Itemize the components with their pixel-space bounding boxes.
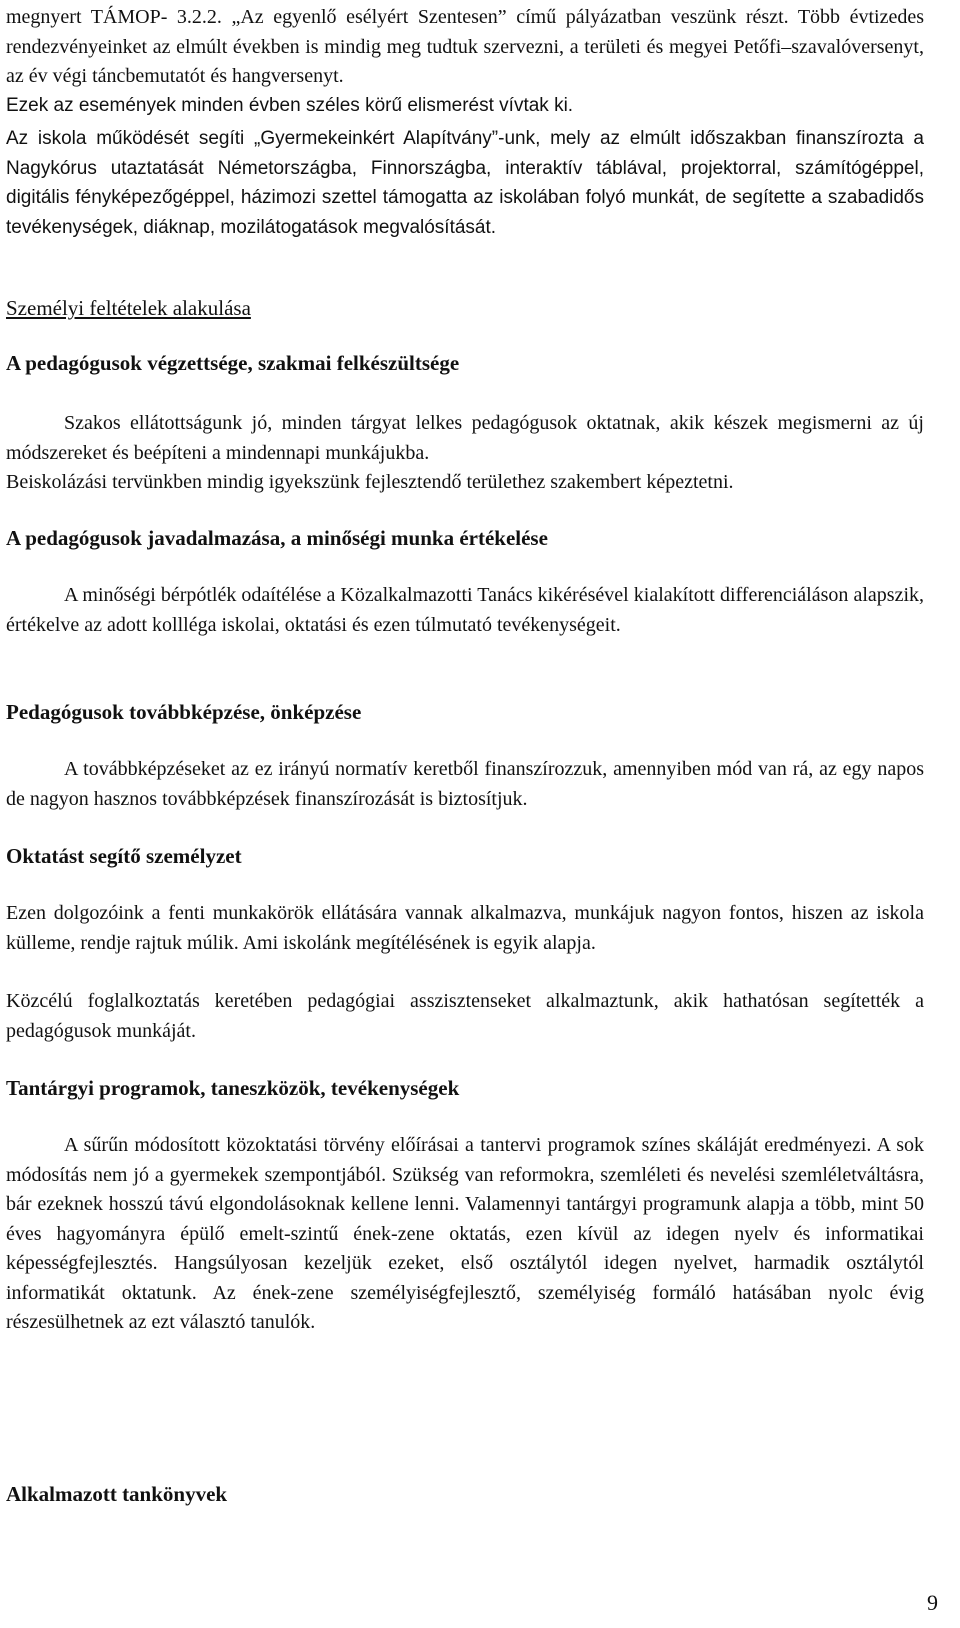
training-paragraph: A továbbképzéseket az ez irányú normatív keretből finanszírozzuk, amennyiben mód van rá, az egy napos de nagyon hasznos továbbképzések finanszírozását is biztosítjuk. [6, 758, 924, 810]
staff-paragraph: Ezen dolgozóink a fenti munkakörök ellátására vannak alkalmazva, munkájuk nagyon fontos, hiszen az iskola külleme, rendje rajtuk múlik. Ami iskolánk megítélésének is egyik alapja. [6, 902, 924, 954]
qualification-paragraph-2: Beiskolázási tervünkben mindig igyekszünk fejlesztendő területhez szakembert képeztetni. [6, 471, 734, 493]
section-title-qualification: A pedagógusok végzettsége, szakmai felkészültsége [6, 351, 460, 375]
page-number: 9 [927, 1590, 938, 1615]
section-title-programs: Tantárgyi programok, taneszközök, tevékenységek [6, 1076, 460, 1100]
section-title-pay: A pedagógusok javadalmazása, a minőségi munka értékelése [6, 526, 548, 550]
staff-paragraph-2: Közcélú foglalkoztatás keretében pedagógiai asszisztenseket alkalmaztunk, akik hathatósan segítették a pedagógusok munkáját. [6, 990, 924, 1042]
section-title-staff: Oktatást segítő személyzet [6, 844, 242, 868]
intro-paragraph: megnyert TÁMOP- 3.2.2. „Az egyenlő esélyért Szentesen” című pályázatban veszünk részt. Több évtizedes rendezvényeinket az elmúlt években is mindig meg tudtuk szervezni, a területi és megyei Petőfi–szavalóversenyt, az év végi táncbemutatót és hangversenyt. [6, 6, 924, 87]
intro-closing-sentence: Ezek az események minden évben széles körű elismerést vívtak ki. [6, 95, 574, 116]
programs-paragraph: A sűrűn módosított közoktatási törvény előírásai a tantervi programok színes skáláját eredményezi. A sok módosítás nem jó a gyermekek szempontjából. Szükség van reformokra, szemléleti és nevelési szemléletváltásra, bár ezeknek hosszú távú elgondolásoknak kellene lenni. Valamennyi tantárgyi programunk alapja a több, mint 50 éves hagyományra épülő emelt-szintű ének-zene oktatás, ezen kívül az idegen nyelv és informatikai képességfejlesztés. Hangsúlyosan kezeljük ezeket, első osztálytól idegen nyelvet, harmadik osztálytól informatikát oktatunk. Az ének-zene személyiségfejlesztő, személyiség formáló hatásában nyolc évig részesülhetnek az ezt választó tanulók. [6, 1134, 924, 1333]
section-title-textbooks: Alkalmazott tankönyvek [6, 1482, 228, 1506]
qualification-paragraph: Szakos ellátottságunk jó, minden tárgyat lelkes pedagógusok oktatnak, akik készek megismerni az új módszereket és beépíteni a mindennapi munkájukba. [6, 412, 924, 464]
section-title-training: Pedagógusok továbbképzése, önképzése [6, 700, 362, 724]
foundation-paragraph: Az iskola működését segíti „Gyermekeinkért Alapítvány”-unk, mely az elmúlt időszakban finanszírozta a Nagykórus utaztatását Németországba, Finnországba, interaktív táblával, projektorral, számítógéppel, digitális fényképezőgéppel, házimozi szettel támogatta az iskolában folyó munkát, de segítette a szabadidős tevékenységek, diáknap, mozilátogatások megvalósítását. [6, 128, 924, 238]
section-title-personal: Személyi feltételek alakulása [6, 296, 251, 320]
pay-paragraph: A minőségi bérpótlék odaítélése a Közalkalmazotti Tanács kikérésével kialakított differenciáláson alapszik, értékelve az adott kollléga iskolai, oktatási és ezen túlmutató tevékenységeit. [6, 584, 924, 636]
